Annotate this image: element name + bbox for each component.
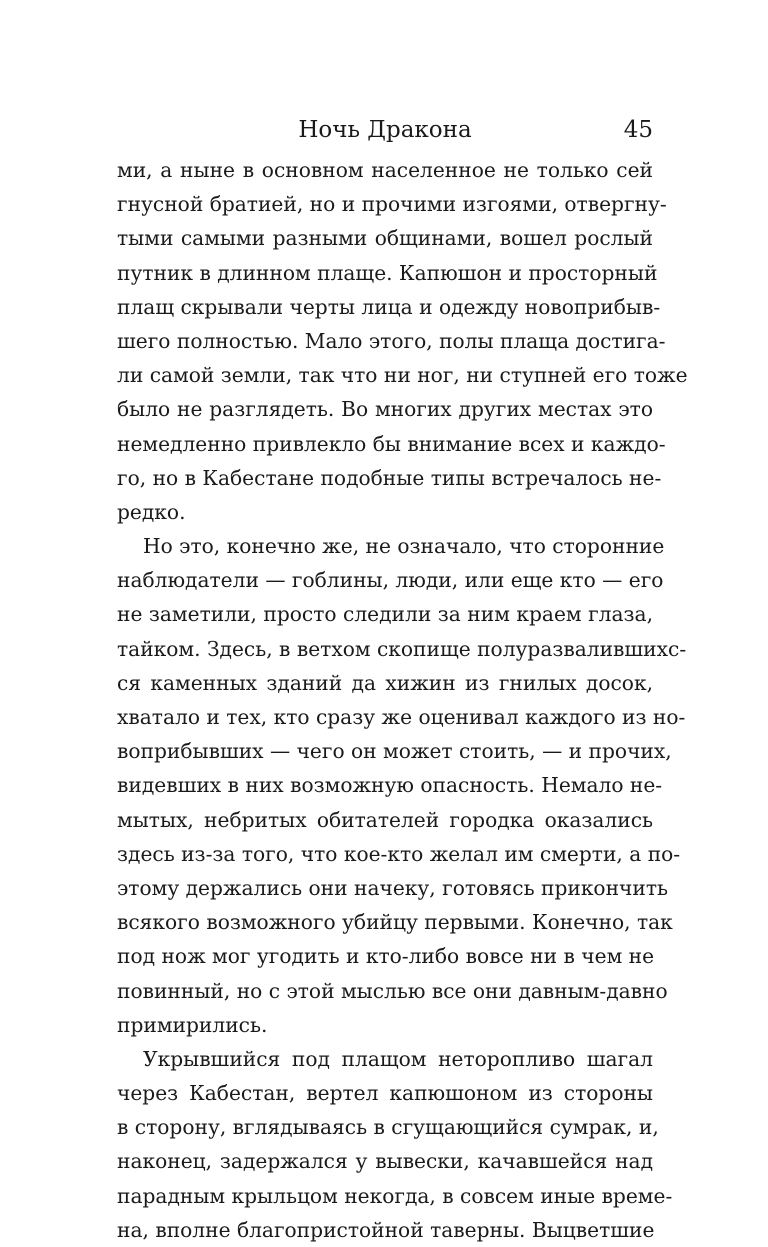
text-line: всякого возможного убийцу первыми. Конечно, так <box>117 910 673 935</box>
text-line: ми, а ныне в основном населенное не только сей <box>117 158 653 182</box>
text-line: мытых, небритых обитателей городка оказались <box>117 807 653 832</box>
text-line: воприбывших — чего он может стоить, — и прочих, <box>117 739 672 764</box>
text-line: редко. <box>117 499 186 524</box>
text-line: примирились. <box>117 1012 268 1037</box>
text-line: через Кабестан, вертел капюшоном из стороны <box>117 1081 653 1106</box>
text-line: парадным крыльцом некогда, в совсем иные време- <box>117 1183 673 1208</box>
text-line: под нож мог угодить и кто-либо вовсе ни в чем не <box>117 944 655 969</box>
text-line: го, но в Кабестане подобные типы встречалось не- <box>117 465 662 490</box>
page-header <box>117 112 653 148</box>
body-text <box>117 153 688 1247</box>
text-line: Но это, конечно же, не означало, что сторонние <box>143 534 665 559</box>
text-line: на, вполне благопристойной таверны. Выцветшие <box>117 1217 655 1242</box>
text-line: тыми самыми разными общинами, вошел рослый <box>117 226 653 251</box>
page-number: 45 <box>623 117 653 143</box>
text-line: в сторону, вглядываясь в сгущающийся сумрак, и, <box>117 1115 659 1140</box>
paragraph <box>117 529 687 1042</box>
text-line: ся каменных зданий да хижин из гнилых досок, <box>117 670 653 695</box>
text-line: наконец, задержался у вывески, качавшейся над <box>117 1149 653 1174</box>
text-line: путник в длинном плаще. Капюшон и просторный <box>117 260 658 285</box>
text-line: тайком. Здесь, в ветхом скопище полуразвалившихс- <box>117 636 687 661</box>
text-line: плащ скрывали черты лица и одежду новоприбыв- <box>117 294 661 319</box>
paragraph <box>117 153 688 529</box>
text-line: ли самой земли, так что ни ног, ни ступней его тоже <box>117 363 688 388</box>
text-line: гнусной братией, но и прочими изгоями, отвергну- <box>117 192 667 217</box>
text-line: немедленно привлекло бы внимание всех и каждо- <box>117 431 666 456</box>
text-line: здесь из-за того, что кое-кто желал им смерти, а по- <box>117 841 681 866</box>
text-line: шего полностью. Мало этого, полы плаща достига- <box>117 328 666 353</box>
text-line: не заметили, просто следили за ним краем глаза, <box>117 602 653 627</box>
text-line: повинный, но с этой мыслью все они давным-давно <box>117 978 668 1003</box>
text-line: наблюдатели — гоблины, люди, или еще кто — его <box>117 568 664 593</box>
text-line: Укрывшийся под плащом неторопливо шагал <box>143 1046 653 1071</box>
text-line: было не разглядеть. Во многих других местах это <box>117 397 653 422</box>
text-line: видевших в них возможную опасность. Немало не- <box>117 773 663 798</box>
text-line: этому держались они начеку, готовясь прикончить <box>117 875 669 900</box>
running-title: Ночь Дракона <box>298 117 472 143</box>
text-line: хватало и тех, кто сразу же оценивал каждого из но- <box>117 705 686 729</box>
paragraph <box>117 1042 673 1247</box>
